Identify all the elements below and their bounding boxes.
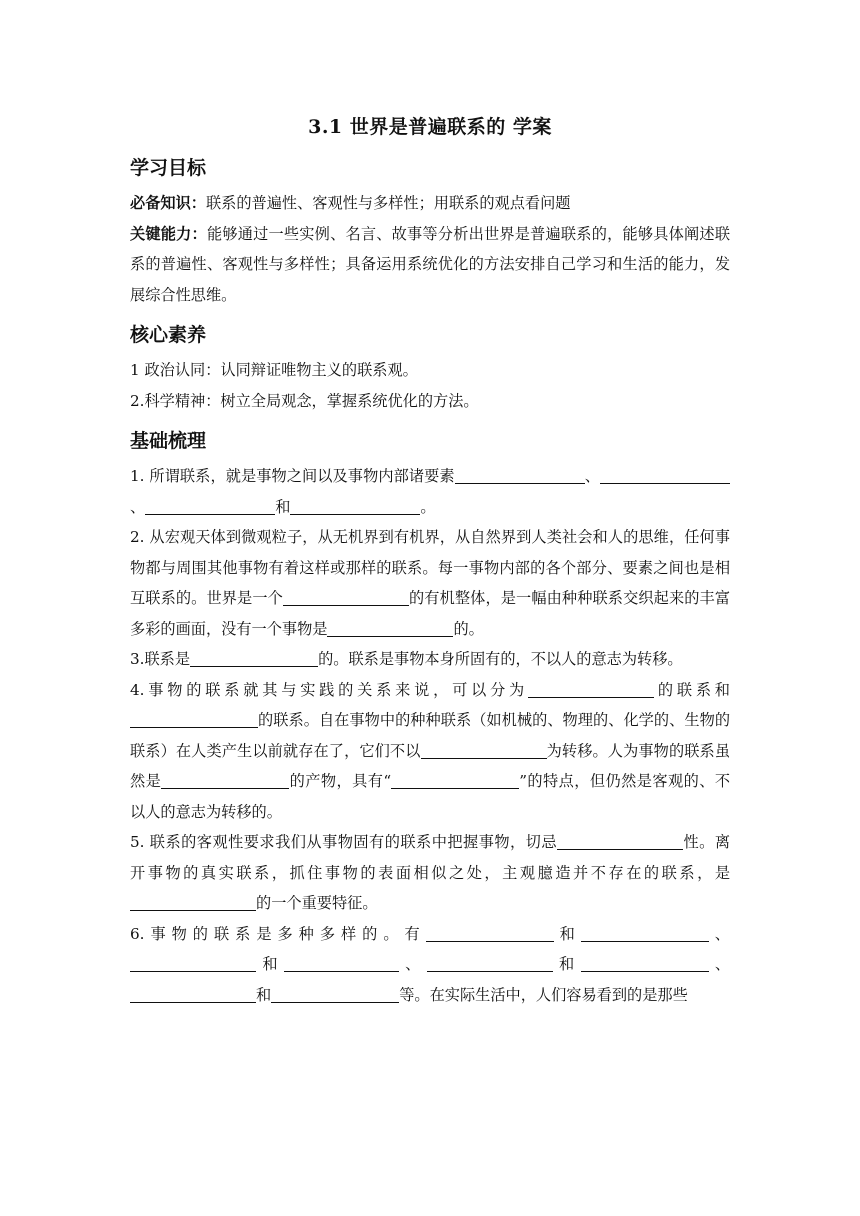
fill-blank[interactable] [528, 679, 654, 698]
question-6 [130, 919, 730, 1011]
q6-text-f: 和 [552, 955, 581, 973]
basics-heading: 基础梳理 [130, 430, 207, 452]
fill-blank[interactable] [421, 740, 547, 759]
q2-text-a: 2. 从宏观天体到微观粒子，从无机界到有机界，从自然界到人类社会和人的思维，任何事物都与周围其他事物有着这样或那样的联系。每一事物内部的各个部分、要素之间也是相互联系的。世界是一个 [130, 528, 730, 607]
question-3 [130, 644, 730, 675]
objectives-heading: 学习目标 [130, 157, 207, 179]
fill-blank[interactable] [130, 984, 256, 1003]
q6-text-e: 、 [398, 955, 427, 973]
fill-blank[interactable] [581, 953, 709, 972]
q5-text-c: 的一个重要特征。 [256, 894, 378, 912]
question-2 [130, 522, 730, 644]
q6-text-g: 、 [708, 955, 731, 973]
q3-text-b: 的。联系是事物本身所固有的，不以人的意志为转移。 [318, 650, 683, 668]
ability-label: 关键能力： [130, 224, 207, 243]
fill-blank[interactable] [290, 496, 420, 515]
fill-blank[interactable] [427, 953, 553, 972]
knowledge-label: 必备知识： [130, 194, 206, 212]
q4-text-c: 的联系。自在事物中的种种联系（如机械的、物理的、化学的、生物的联系）在人类产生以前就存在了，它们不以 [130, 711, 730, 760]
knowledge-paragraph [130, 188, 730, 219]
q5-text-b: 性。离开事物的真实联系，抓住事物的表面相似之处，主观臆造并不存在的联系，是 [130, 833, 731, 882]
q6-text-d: 和 [256, 955, 284, 973]
q1-text-c: 、 [130, 497, 146, 516]
q6-text-c: 、 [708, 924, 730, 943]
fill-blank[interactable] [557, 831, 683, 850]
q5-text-a: 5. 联系的客观性要求我们从事物固有的联系中把握事物，切忌 [130, 833, 558, 851]
q4-text-f: ”的特点，但仍然是客观的、不以人的意志为转移的。 [130, 772, 731, 821]
worksheet-page [130, 112, 730, 1010]
fill-blank[interactable] [284, 953, 399, 972]
fill-blank[interactable] [600, 465, 730, 484]
q6-text-a: 6.事物的联系是多种多样的。有 [130, 924, 426, 943]
fill-blank[interactable] [190, 648, 318, 667]
q2-text-b: 的有机整体，是一幅由种种联系交织起来的丰富多彩的画面，没有一个事物是 [130, 589, 731, 638]
question-5 [130, 827, 730, 919]
fill-blank[interactable] [271, 984, 399, 1003]
q4-text-d: 为转移。人为事物的联系虽然是 [130, 741, 731, 790]
q4-text-e: 的产物，具有“ [289, 772, 392, 790]
fill-blank[interactable] [145, 496, 275, 515]
q4-text-a: 4.事物的联系就其与实践的关系来说，可以分为 [130, 680, 529, 699]
document-title: 3.1 世界是普遍联系的 学案 [308, 116, 552, 138]
literacy-heading: 核心素养 [130, 324, 207, 346]
literacy-item-1: 1 政治认同：认同辩证唯物主义的联系观。 [130, 361, 418, 379]
fill-blank[interactable] [130, 709, 258, 728]
fill-blank[interactable] [426, 923, 554, 942]
q2-text-c: 的。 [453, 619, 484, 638]
q6-text-h: 和 [256, 985, 272, 1004]
question-1 [130, 461, 730, 522]
question-4 [130, 675, 730, 828]
q4-text-b: 的联系和 [654, 680, 730, 699]
knowledge-text: 联系的普遍性、客观性与多样性；用联系的观点看问题 [205, 194, 571, 212]
q6-text-i: 等。在实际生活中，人们容易看到的是那些 [399, 985, 688, 1004]
fill-blank[interactable] [327, 618, 453, 637]
fill-blank[interactable] [581, 923, 709, 942]
q1-text-e: 。 [420, 497, 436, 516]
fill-blank[interactable] [391, 770, 519, 789]
fill-blank[interactable] [130, 953, 256, 972]
q6-text-b: 和 [553, 924, 581, 943]
q1-text-d: 和 [275, 497, 291, 516]
q3-text-a: 3.联系是 [130, 650, 191, 668]
fill-blank[interactable] [161, 770, 289, 789]
q1-text-a: 1. 所谓联系，就是事物之间以及事物内部诸要素 [130, 467, 455, 485]
ability-paragraph [130, 219, 730, 311]
literacy-item-2: 2.科学精神：树立全局观念，掌握系统优化的方法。 [130, 391, 479, 410]
ability-text: 能够通过一些实例、名言、故事等分析出世界是普遍联系的，能够具体阐述联系的普遍性、客观性与多样性；具备运用系统优化的方法安排自己学习和生活的能力，发展综合性思维。 [130, 224, 731, 304]
q1-text-b: 、 [584, 467, 600, 485]
fill-blank[interactable] [130, 892, 256, 911]
fill-blank[interactable] [455, 465, 585, 484]
fill-blank[interactable] [283, 587, 409, 606]
